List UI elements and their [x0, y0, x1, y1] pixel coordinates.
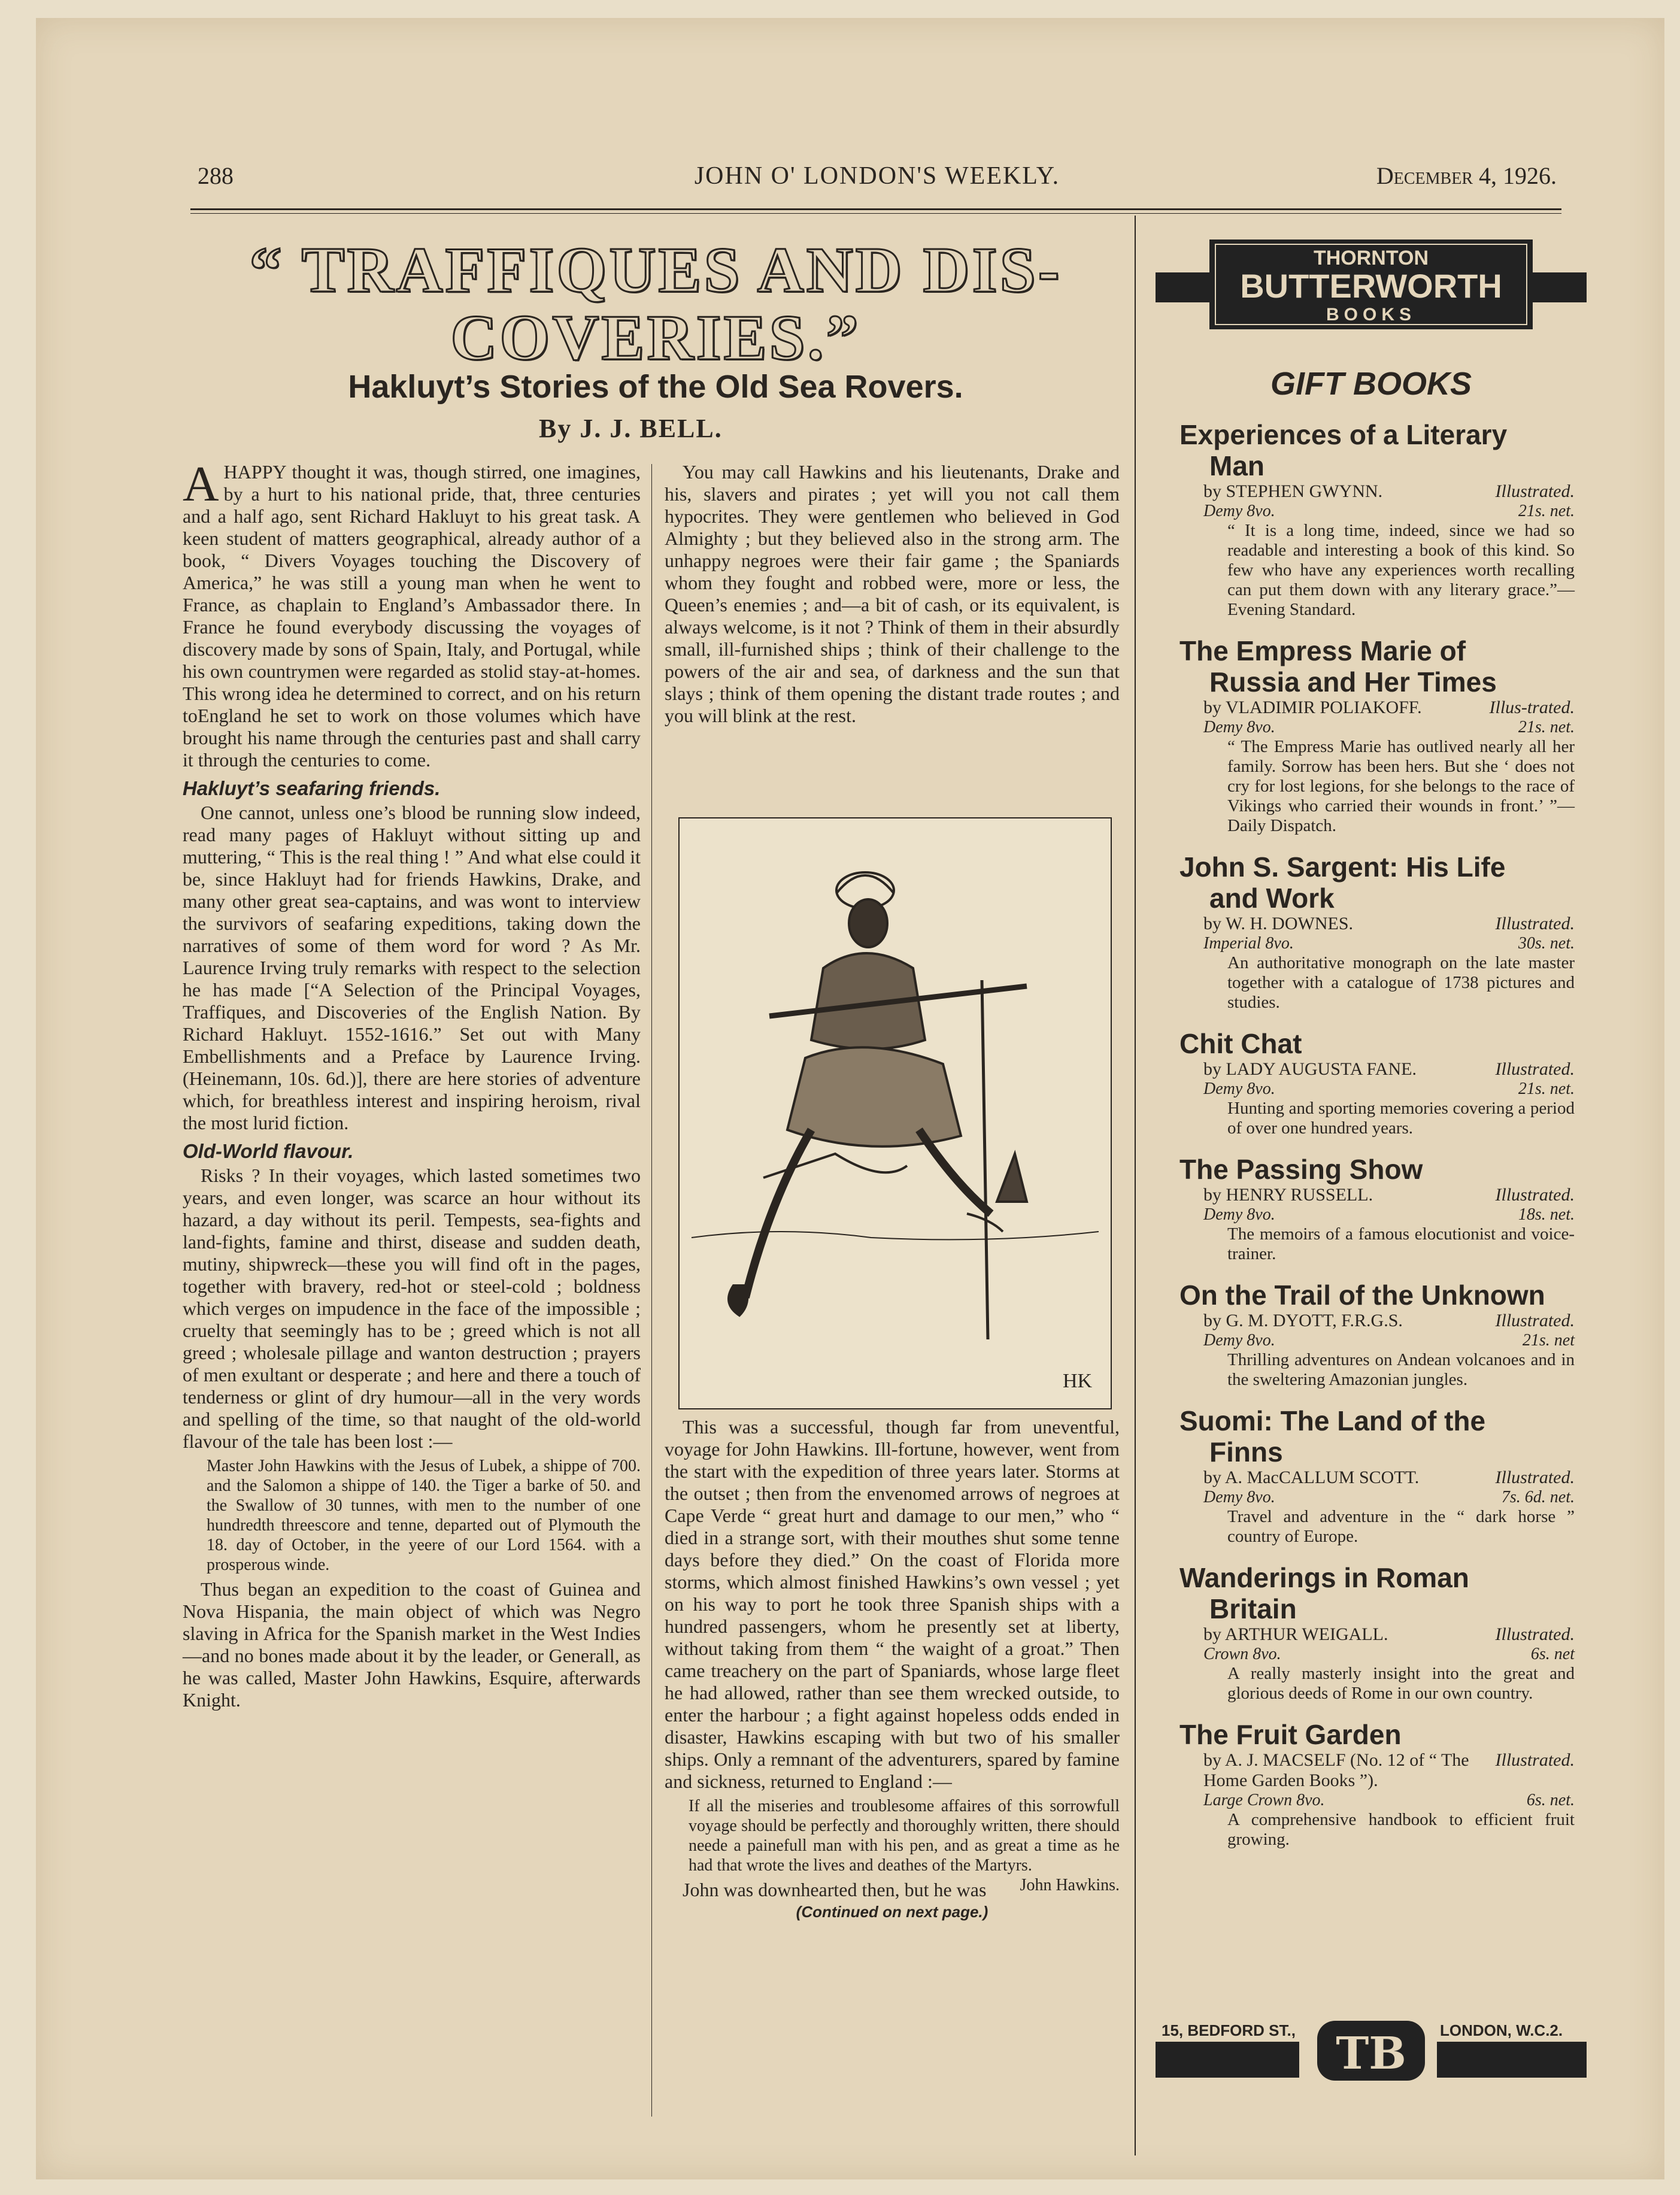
book-format: Imperial 8vo.: [1203, 934, 1294, 953]
paragraph: John was downhearted then, but he was: [683, 1879, 987, 1900]
book-title: John S. Sargent: His Life and Work: [1179, 851, 1506, 914]
book-description: A really masterly insight into the great and glorious deeds of Rome in our own country.: [1227, 1664, 1575, 1703]
book-format: Crown 8vo.: [1203, 1645, 1281, 1663]
book-description: “ The Empress Marie has outlived nearly all her family. Sorrow has been hers. But she ‘ does not cry for lost legions, for she belongs to the race of Vikings who carried their wounds in front.’ ”—Daily Dispatch.: [1227, 737, 1575, 835]
book-author: by A. J. MACSELF (No. 12 of “ The Home Garden Books ”).: [1203, 1750, 1469, 1790]
article-subtitle: Hakluyt’s Stories of the Old Sea Rovers.: [348, 369, 963, 405]
article-column-2-top: [665, 461, 1120, 727]
book-price: 7s. 6d. net.: [1501, 1488, 1575, 1506]
book-price: 6s. net.: [1526, 1791, 1575, 1809]
logo-line-2: BUTTERWORTH: [1240, 267, 1502, 305]
paragraph: Thus began an expedition to the coast of Guinea and Nova Hispania, the main object of which was Negro slaving in Africa for the Spanish market in the West Indies—and no bones made about it by the leader, or Generall, as he was called, Master John Hawkins, Esquire, afterwards Knight.: [183, 1578, 641, 1711]
book-entry: [1179, 419, 1575, 620]
book-format: Demy 8vo.: [1203, 1331, 1275, 1350]
book-price: 30s. net.: [1518, 934, 1575, 953]
book-price: 21s. net.: [1518, 718, 1575, 736]
footer-address-left: 15, BEDFORD ST.,: [1162, 2021, 1296, 2039]
subheading: Old-World flavour.: [183, 1140, 354, 1162]
book-description: Thrilling adventures on Andean volcanoes and in the sweltering Amazonian jungles.: [1227, 1350, 1575, 1389]
header-rule: [190, 208, 1561, 210]
book-entry: [1179, 635, 1575, 836]
book-price: 6s. net: [1530, 1645, 1575, 1663]
book-description: Hunting and sporting memories covering a period of over one hundred years.: [1227, 1099, 1575, 1138]
page-header: [198, 162, 1557, 198]
logo-line-1: THORNTON: [1313, 247, 1429, 269]
book-author: by VLADIMIR POLIAKOFF.: [1203, 698, 1422, 717]
book-title: The Fruit Garden: [1179, 1719, 1402, 1750]
book-title: Chit Chat: [1179, 1028, 1302, 1059]
book-title: On the Trail of the Unknown: [1179, 1280, 1545, 1311]
book-author: by ARTHUR WEIGALL.: [1203, 1624, 1388, 1644]
book-description: A comprehensive handbook to efficient fruit growing.: [1227, 1810, 1575, 1849]
column-divider: [1135, 216, 1136, 2155]
book-author: by LADY AUGUSTA FANE.: [1203, 1059, 1417, 1079]
book-entry: [1179, 1562, 1575, 1703]
paragraph: Risks ? In their voyages, which lasted sometimes two years, and even longer, was scarce an hour without its hazard, a day without its peril. Tempests, sea-fights and land-fights, famine and thirst, disease and sudden death, mutiny, shipwreck—these you will find oft in the pages, together with bravery, red-hot or steel-cold ; boldness which verges on impudence in the face of the impossible ; cruelty that seemingly has to be ; greed which is not all greed ; wholesale pillage and wanton destruction ; prayers of men exultant or desperate ; and here and there a touch of tenderness or glint of dry humour—all in the very words and spelling of the time, so that naught of the old-world flavour of the tale has been lost :—: [183, 1165, 641, 1452]
paragraph: This was a successful, though far from uneventful, voyage for John Hawkins. Ill-fortune, however, went from the start with the expedition of three years later. Storms at the outset ; then from the envenomed arrows of negroes at Cape Verde “ great hurt and damage to our men,” who “ died in a strange sort, with their mouthes shut some tenne days before they died.” On the coast of Florida more storms, which almost finished Hawkins’s own vessel ; yet on his way to port he took three Spanish ships with a hundred passengers, whom he presently set at liberty, without taking from them “ the waight of a groat.” Then came treachery on the part of Spaniards, whose large fleet he had allowed, rather than see them wrecked outside, to enter the harbour ; a fight against hopeless odds ended in disaster, Hawkins escaping with but two of his smaller ships. Only a remnant of the adventurers, spared by famine and sickness, returned to England :—: [665, 1416, 1120, 1792]
publisher-logo: [1156, 239, 1587, 329]
book-list: [1179, 419, 1575, 1865]
book-format: Demy 8vo.: [1203, 1080, 1275, 1098]
book-format: Demy 8vo.: [1203, 502, 1275, 520]
book-entry: [1179, 1405, 1575, 1547]
article-column-1: [183, 456, 641, 1711]
book-description: “ It is a long time, indeed, since we had so readable and interesting a book of this kind. So few who have any experiences worth recalling can put them down with any literary grace.”—Evening Standard.: [1227, 521, 1575, 619]
book-entry: [1179, 851, 1575, 1012]
page-number: 288: [198, 162, 233, 189]
book-description: The memoirs of a famous elocutionist and voice-trainer.: [1227, 1224, 1575, 1263]
paragraph: You may call Hawkins and his lieutenants, Drake and his, slavers and pirates ; yet will you not call them hypocrites. They were gentlemen who believed in God Almighty ; but they believed also in the strong arm. The unhappy negroes were their fair game ; the Spaniards whom they fought and robbed were, more or less, the Queen’s enemies ; and—a bit of cash, or its equivalent, is always welcome, is it not ? Think of them in their absurdly small, ill-furnished ships ; think of their challenge to the powers of the air and sea, of darkness and the sun that slays ; think of them opening the distant trade routes ; and you will blink at the rest.: [665, 461, 1120, 726]
book-format: Large Crown 8vo.: [1203, 1791, 1325, 1809]
book-price: 21s. net: [1522, 1331, 1575, 1350]
book-entry: [1179, 1719, 1575, 1850]
block-quote: If all the miseries and troublesome affaires of this sorrowfull voyage should be perfectly and thoroughly written, there should neede a painefull man with his pen, and as great a time as he had that wrote the lives and deathes of the Martyrs. John Hawkins.: [689, 1797, 1120, 1894]
masthead: JOHN O' LONDON'S WEEKLY.: [694, 162, 1060, 190]
book-illustrated: Illustrated.: [1495, 1311, 1575, 1330]
book-description: Travel and adventure in the “ dark horse ” country of Europe.: [1227, 1507, 1575, 1546]
book-format: Demy 8vo.: [1203, 1205, 1275, 1224]
book-format: Demy 8vo.: [1203, 1488, 1275, 1506]
book-title: Wanderings in Roman Britain: [1179, 1562, 1469, 1624]
subheading: Hakluyt’s seafaring friends.: [183, 777, 441, 799]
soldier-illustration: [680, 818, 1111, 1408]
book-description: An authoritative monograph on the late master together with a catalogue of 1738 pictures and studies.: [1227, 953, 1575, 1012]
quote-attribution: John Hawkins.: [1020, 1876, 1120, 1894]
book-author: by G. M. DYOTT, F.R.G.S.: [1203, 1311, 1403, 1330]
book-author: by W. H. DOWNES.: [1203, 914, 1354, 933]
article-column-2-bottom: [665, 1416, 1120, 1923]
book-illustrated: Illustrated.: [1495, 1059, 1575, 1079]
drop-cap: A: [183, 456, 219, 512]
book-entry: [1179, 1028, 1575, 1138]
book-illustrated: Illustrated.: [1495, 481, 1575, 501]
paragraph: One cannot, unless one’s blood be running slow indeed, read many pages of Hakluyt without sitting up and muttering, “ This is the real thing ! ” And what else could it be, since Hakluyt had for friends Hawkins, Drake, and many other great sea-captains, and was wont to interview the survivors of seafaring expeditions, taking down the narratives of some of them word for word ? As Mr. Laurence Irving truly remarks with respect to the selection he has made [“A Selection of the Principal Voyages, Traffiques, and Discoveries of the English Nation. By Richard Hakluyt. 1552-1616.” Set out with Many Embellishments and a Preface by Laurence Irving. (Heinemann, 10s. 6d.)], there are here stories of adventure which, for breathless interest and inspiring heroism, rival the most lurid fiction.: [183, 802, 641, 1133]
book-illustrated: Illustrated.: [1495, 1624, 1575, 1644]
logo-line-3: BOOKS: [1326, 305, 1417, 325]
book-title: Experiences of a Literary Man: [1179, 419, 1508, 481]
illustration-monogram: HK: [1063, 1370, 1093, 1392]
illustration: [678, 817, 1112, 1409]
book-entry: [1179, 1280, 1575, 1390]
book-title: The Passing Show: [1179, 1154, 1423, 1185]
book-entry: [1179, 1154, 1575, 1264]
article-column-divider: [651, 464, 652, 2117]
article-title: “ TRAFFIQUES AND DIS- COVERIES.”: [249, 235, 1062, 374]
book-title: The Empress Marie of Russia and Her Times: [1179, 635, 1497, 698]
book-illustrated: Illustrated.: [1495, 1185, 1575, 1205]
block-quote: Master John Hawkins with the Jesus of Lubek, a shippe of 700. and the Salomon a shippe of 140. the Tiger a barke of 50. and the Swallow of 30 tunnes, with men to the number of one hundredth threescore and tenne, departed out of Plymouth the 18. day of October, in the yeere of our Lord 1564. with a prosperous winde.: [207, 1457, 641, 1574]
book-title: Suomi: The Land of the Finns: [1179, 1405, 1486, 1468]
book-price: 21s. net.: [1518, 1080, 1575, 1098]
issue-date: December 4, 1926.: [1376, 162, 1557, 189]
book-author: by A. MacCALLUM SCOTT.: [1203, 1468, 1420, 1487]
sidebar-heading: GIFT BOOKS: [1270, 366, 1472, 402]
book-illustrated: Illustrated.: [1495, 914, 1575, 933]
header-rule-thin: [190, 213, 1561, 214]
footer-monogram: TB: [1336, 2028, 1406, 2079]
book-price: 18s. net.: [1518, 1205, 1575, 1224]
book-price: 21s. net.: [1518, 502, 1575, 520]
continued-note: (Continued on next page.): [796, 1903, 988, 1921]
book-author: by HENRY RUSSELL.: [1203, 1185, 1373, 1205]
paragraph: AHAPPY thought it was, though stirred, one imagines, by a hurt to his national pride, that, three centuries and a half ago, sent Richard Hakluyt to his great task. A keen student of matters geographical, already author of a book, “ Divers Voyages touching the Discovery of America,” he was still a young man when he went to France, as chaplain to England’s Ambassador there. In France he found everybody discussing the voyages of discovery made by sons of Spain, Italy, and Portugal, while his own countrymen were regarded as stolid stay-at-homes. This wrong idea he determined to correct, and on his return toEngland he set to work on those volumes which have brought his name through the centuries past and shall carry it through the centuries to come.: [183, 456, 641, 771]
book-author: by STEPHEN GWYNN.: [1203, 481, 1383, 501]
footer-address-right: LONDON, W.C.2.: [1440, 2021, 1563, 2039]
book-format: Demy 8vo.: [1203, 718, 1275, 736]
book-illustrated: Illustrated.: [1495, 1468, 1575, 1487]
book-illustrated: Illustrated.: [1495, 1750, 1575, 1770]
book-illustrated: Illus-trated.: [1489, 698, 1575, 717]
publisher-footer: [1156, 2018, 1587, 2084]
article-byline: By J. J. BELL.: [539, 414, 723, 443]
